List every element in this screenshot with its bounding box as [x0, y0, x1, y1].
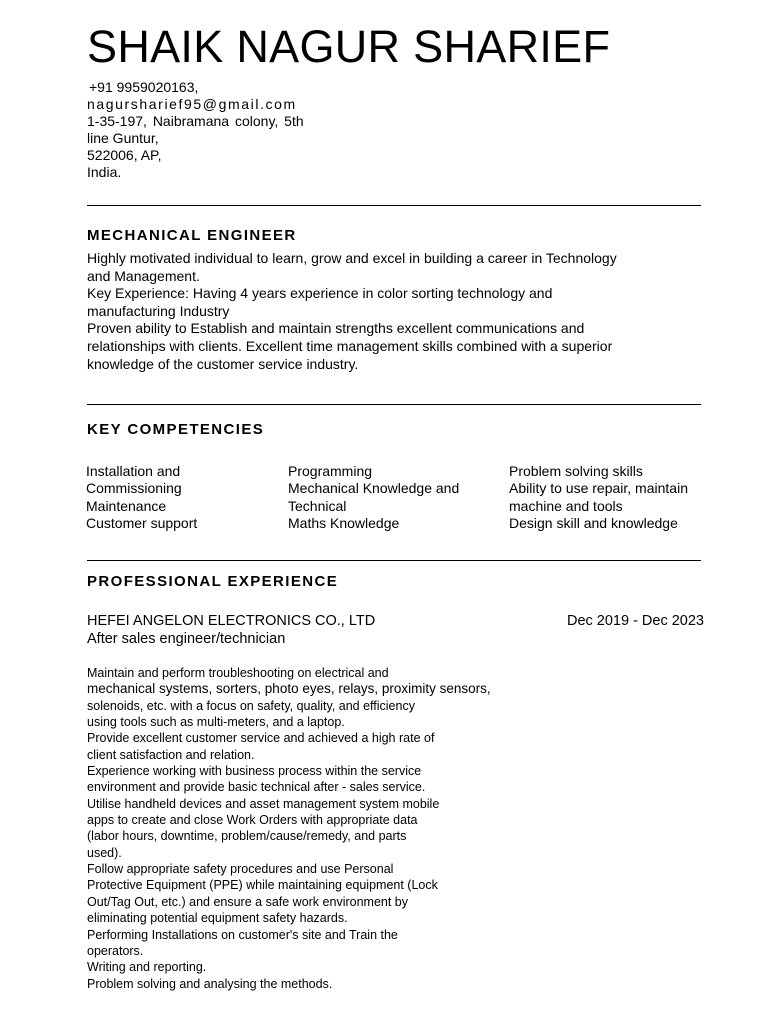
- duty-line: Performing Installations on customer's site and Train the: [87, 927, 398, 942]
- competency-column: [86, 463, 197, 532]
- section-divider: [87, 560, 701, 561]
- summary-paragraph: Proven ability to Establish and maintain strengths excellent communications and relationships with clients. Excellent time management skills combined with a superior knowledge of the customer service industry.: [87, 320, 613, 372]
- email-address: nagursharief95@gmail.com: [87, 96, 297, 112]
- duty-line: Maintain and perform troubleshooting on electrical and: [87, 666, 389, 680]
- duty-line: operators.: [87, 943, 144, 958]
- duty-line: Follow appropriate safety procedures and use Personal: [87, 862, 394, 877]
- duty-line: Problem solving and analysing the methods.: [87, 976, 333, 991]
- competency-item: Mechanical Knowledge and: [288, 480, 460, 497]
- competency-item: Commissioning: [86, 480, 182, 497]
- competency-item: Customer support: [86, 514, 198, 531]
- address-line: line Guntur,: [87, 130, 159, 146]
- duty-line: Writing and reporting.: [87, 960, 207, 975]
- competency-column: [288, 463, 459, 532]
- competency-item: Programming: [288, 463, 373, 479]
- summary-text: [87, 250, 627, 373]
- section-heading-experience: PROFESSIONAL EXPERIENCE: [87, 573, 339, 590]
- summary-paragraph: Highly motivated individual to learn, grow and excel in building a career in Technology and Management.: [87, 250, 617, 284]
- competency-item: Ability to use repair, maintain: [509, 480, 688, 497]
- duty-line: client satisfaction and relation.: [87, 747, 255, 762]
- summary-paragraph: Key Experience: Having 4 years experience in color sorting technology and manufacturing Industry: [87, 285, 553, 319]
- duty-line: using tools such as multi-meters, and a laptop.: [87, 715, 345, 730]
- duty-line: mechanical systems, sorters, photo eyes, relays, proximity sensors,: [87, 681, 491, 697]
- duty-line: Utilise handheld devices and asset management system mobile: [87, 796, 440, 811]
- competency-item: Design skill and knowledge: [509, 514, 678, 531]
- job-company: HEFEI ANGELON ELECTRONICS CO., LTD: [87, 613, 376, 629]
- competency-item: Installation and: [86, 463, 181, 479]
- address-line: India.: [87, 164, 122, 180]
- section-divider: [87, 205, 701, 206]
- section-heading-summary: MECHANICAL ENGINEER: [87, 227, 297, 244]
- duty-line: eliminating potential equipment safety hazards.: [87, 911, 348, 926]
- duty-line: environment and provide basic technical after - sales service.: [87, 780, 426, 795]
- competency-item: Technical: [288, 497, 347, 514]
- competency-item: Maintenance: [86, 497, 167, 514]
- phone-number: +91 9959020163,: [89, 79, 199, 95]
- duty-line: (labor hours, downtime, problem/cause/remedy, and parts: [87, 829, 407, 844]
- address-line: 1-35-197, Naibramana colony, 5th: [87, 113, 304, 129]
- competency-item: machine and tools: [509, 497, 623, 514]
- candidate-name: SHAIK NAGUR SHARIEF: [87, 21, 611, 72]
- duty-line: Experience working with business process within the service: [87, 764, 422, 779]
- duty-line: solenoids, etc. with a focus on safety, quality, and efficiency: [87, 698, 415, 713]
- job-duties: [87, 665, 491, 992]
- competency-column: [509, 463, 688, 532]
- duty-line: apps to create and close Work Orders with appropriate data: [87, 813, 418, 828]
- duty-line: Protective Equipment (PPE) while maintaining equipment (Lock: [87, 878, 438, 893]
- duty-line: used).: [87, 845, 122, 860]
- duty-line: Provide excellent customer service and achieved a high rate of: [87, 731, 435, 746]
- competency-item: Problem solving skills: [509, 463, 643, 479]
- duty-line: Out/Tag Out, etc.) and ensure a safe work environment by: [87, 894, 408, 909]
- contact-block: [87, 79, 304, 181]
- section-divider: [87, 404, 701, 405]
- address-line: 522006, AP,: [87, 147, 162, 163]
- job-title: After sales engineer/technician: [87, 631, 286, 647]
- competency-item: Maths Knowledge: [288, 514, 400, 531]
- section-heading-competencies: KEY COMPETENCIES: [87, 421, 265, 438]
- job-dates: Dec 2019 - Dec 2023: [566, 613, 704, 629]
